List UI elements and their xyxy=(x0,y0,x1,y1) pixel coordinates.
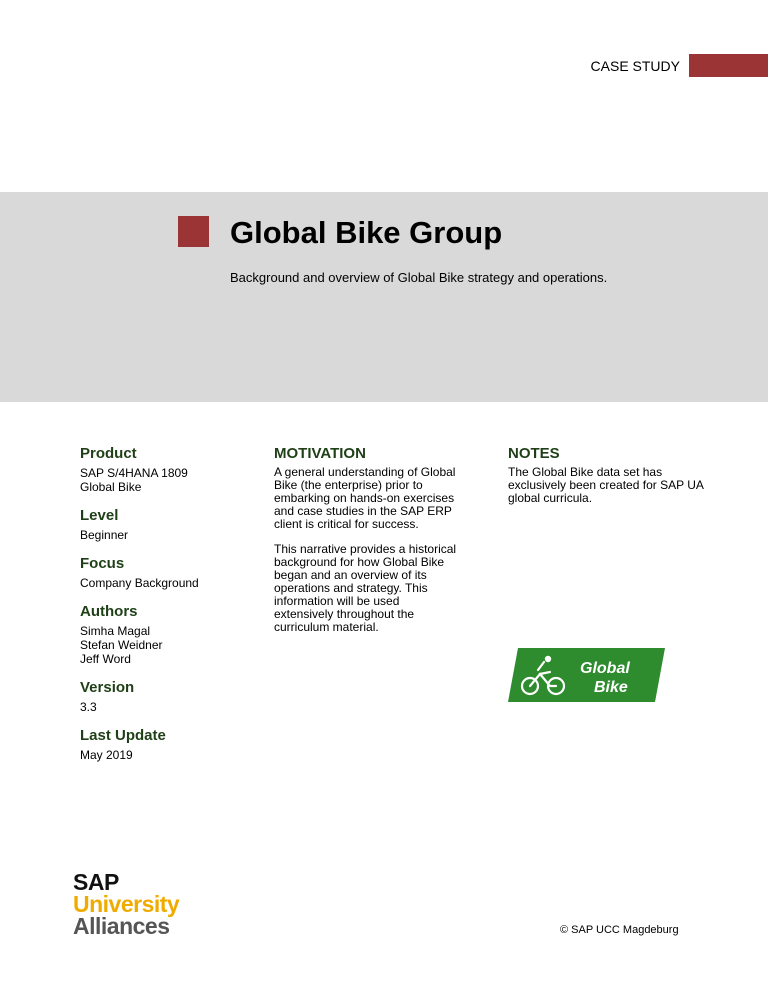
meta-value: SAP S/4HANA 1809 xyxy=(80,466,188,480)
text-line: extensively throughout the xyxy=(274,607,415,621)
meta-value: 3.3 xyxy=(80,700,97,714)
gb-logo-line-2: Bike xyxy=(594,679,628,696)
meta-product xyxy=(80,445,250,494)
text-line: began and an overview of its xyxy=(274,568,427,582)
text-line: A general understanding of Global xyxy=(274,465,456,479)
notes-paragraph xyxy=(508,466,718,505)
page-subtitle: Background and overview of Global Bike strategy and operations. xyxy=(230,270,608,285)
text-line: exclusively been created for SAP UA xyxy=(508,478,704,492)
copyright-notice: © SAP UCC Magdeburg xyxy=(560,924,679,936)
meta-value: Simha Magal xyxy=(80,624,151,638)
text-line: and case studies in the SAP ERP xyxy=(274,504,452,518)
sap-university-alliances-logo xyxy=(73,871,179,937)
meta-heading: Product xyxy=(80,445,137,462)
text-line: curriculum material. xyxy=(274,620,379,634)
meta-value: Global Bike xyxy=(80,480,142,494)
notes-heading: NOTES xyxy=(508,445,560,462)
meta-value: Jeff Word xyxy=(80,652,131,666)
motivation-section xyxy=(274,445,484,634)
sap-logo-line-2: University xyxy=(73,891,180,917)
text-line: Bike (the enterprise) prior to xyxy=(274,478,423,492)
meta-heading: Focus xyxy=(80,555,125,572)
meta-version xyxy=(80,679,250,714)
meta-level xyxy=(80,507,250,542)
meta-heading: Level xyxy=(80,507,119,524)
text-line: operations and strategy. This xyxy=(274,581,428,595)
meta-heading: Authors xyxy=(80,603,138,620)
sap-logo-line-3: Alliances xyxy=(73,913,170,939)
meta-authors xyxy=(80,603,250,666)
meta-focus xyxy=(80,555,250,590)
page-title: Global Bike Group xyxy=(230,215,503,250)
meta-value: Beginner xyxy=(80,528,129,542)
text-line: The Global Bike data set has xyxy=(508,465,663,479)
text-line: global curricula. xyxy=(508,491,593,505)
meta-heading: Version xyxy=(80,679,135,696)
sap-logo-line-1: SAP xyxy=(73,869,119,895)
text-line: background for how Global Bike xyxy=(274,555,445,569)
metadata-sidebar xyxy=(80,445,250,775)
motivation-paragraph-2 xyxy=(274,543,484,634)
motivation-heading: MOTIVATION xyxy=(274,445,366,462)
text-line: client is critical for success. xyxy=(274,517,419,531)
case-study-accent-bar xyxy=(689,54,768,77)
notes-section xyxy=(508,445,718,505)
title-accent-square xyxy=(178,216,209,247)
global-bike-logo xyxy=(508,648,665,702)
meta-heading: Last Update xyxy=(80,727,166,744)
meta-value: Company Background xyxy=(80,576,199,590)
meta-value: Stefan Weidner xyxy=(80,638,163,652)
text-line: This narrative provides a historical xyxy=(274,542,457,556)
meta-value: May 2019 xyxy=(80,748,133,762)
text-line: information will be used xyxy=(274,594,400,608)
gb-logo-line-1: Global xyxy=(580,660,630,677)
motivation-paragraph-1 xyxy=(274,466,484,531)
meta-last-update xyxy=(80,727,250,762)
text-line: embarking on hands-on exercises xyxy=(274,491,455,505)
case-study-label: CASE STUDY xyxy=(590,58,680,74)
